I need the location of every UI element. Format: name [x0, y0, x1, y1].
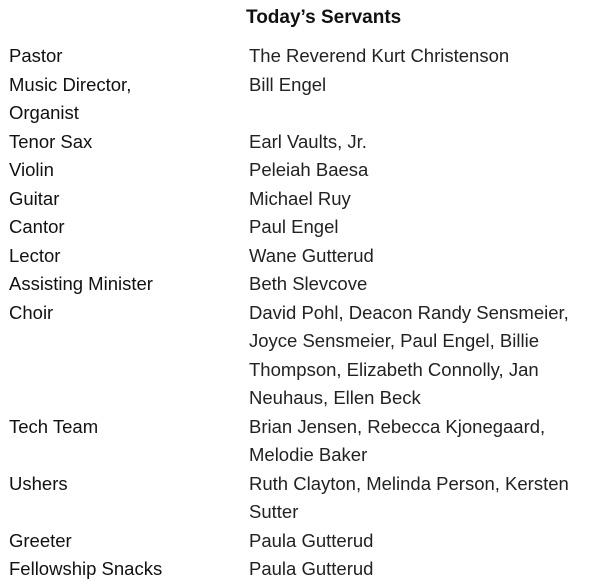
role-label: Cantor — [9, 216, 65, 237]
servant-names: The Reverend Kurt Christenson — [249, 45, 510, 66]
servant-row-tenor-sax — [9, 128, 609, 157]
servant-row-ushers — [9, 470, 609, 527]
servant-names: Wane Gutterud — [249, 244, 374, 266]
servant-row-pastor — [9, 42, 609, 71]
page-title: Today’s Servants — [246, 7, 402, 28]
role-label: Pastor — [9, 45, 63, 66]
servant-row-fellowship-snacks — [9, 555, 609, 584]
role-label: Guitar — [9, 187, 60, 209]
servant-row-assisting-minister — [9, 270, 609, 299]
servant-names: Earl Vaults, Jr. — [249, 130, 367, 152]
role-label: Tenor Sax — [9, 130, 93, 152]
servant-row-music-director — [9, 71, 609, 128]
servant-names: Paul Engel — [249, 216, 339, 237]
servant-names: Michael Ruy — [249, 187, 351, 209]
role-label: Assisting Minister — [9, 273, 153, 294]
servant-row-choir — [9, 299, 609, 413]
servant-names: Ruth Clayton, Melinda Person, Kersten Sutter — [249, 472, 569, 522]
role-label: Greeter — [9, 529, 72, 551]
servant-names: David Pohl, Deacon Randy Sensmeier, Joyce Sensmeier, Paul Engel, Billie Thompson, Elizabeth Connolly, Jan Neuhaus, Ellen Beck — [249, 301, 569, 408]
servant-row-greeter — [9, 527, 609, 556]
servant-names: Beth Slevcove — [249, 273, 368, 294]
servant-row-lector — [9, 242, 609, 271]
role-label: Tech Team — [9, 415, 99, 437]
role-label: Choir — [9, 301, 54, 323]
role-label-text: Music Director, Organist — [9, 73, 132, 123]
servant-row-cantor — [9, 213, 609, 242]
role-label: Lector — [9, 244, 61, 266]
servants-list — [9, 42, 609, 584]
role-label — [9, 71, 249, 128]
servant-names: Bill Engel — [249, 73, 327, 95]
role-label: Ushers — [9, 472, 68, 494]
servant-row-violin — [9, 156, 609, 185]
servant-row-guitar — [9, 185, 609, 214]
servant-row-tech-team — [9, 413, 609, 470]
servant-names: Peleiah Baesa — [249, 159, 369, 180]
servant-names: Brian Jensen, Rebecca Kjonegaard, Melodie Baker — [249, 415, 546, 465]
role-label: Violin — [9, 159, 54, 180]
role-label: Fellowship Snacks — [9, 558, 163, 579]
servant-names: Paula Gutterud — [249, 558, 374, 579]
servant-names: Paula Gutterud — [249, 529, 374, 551]
